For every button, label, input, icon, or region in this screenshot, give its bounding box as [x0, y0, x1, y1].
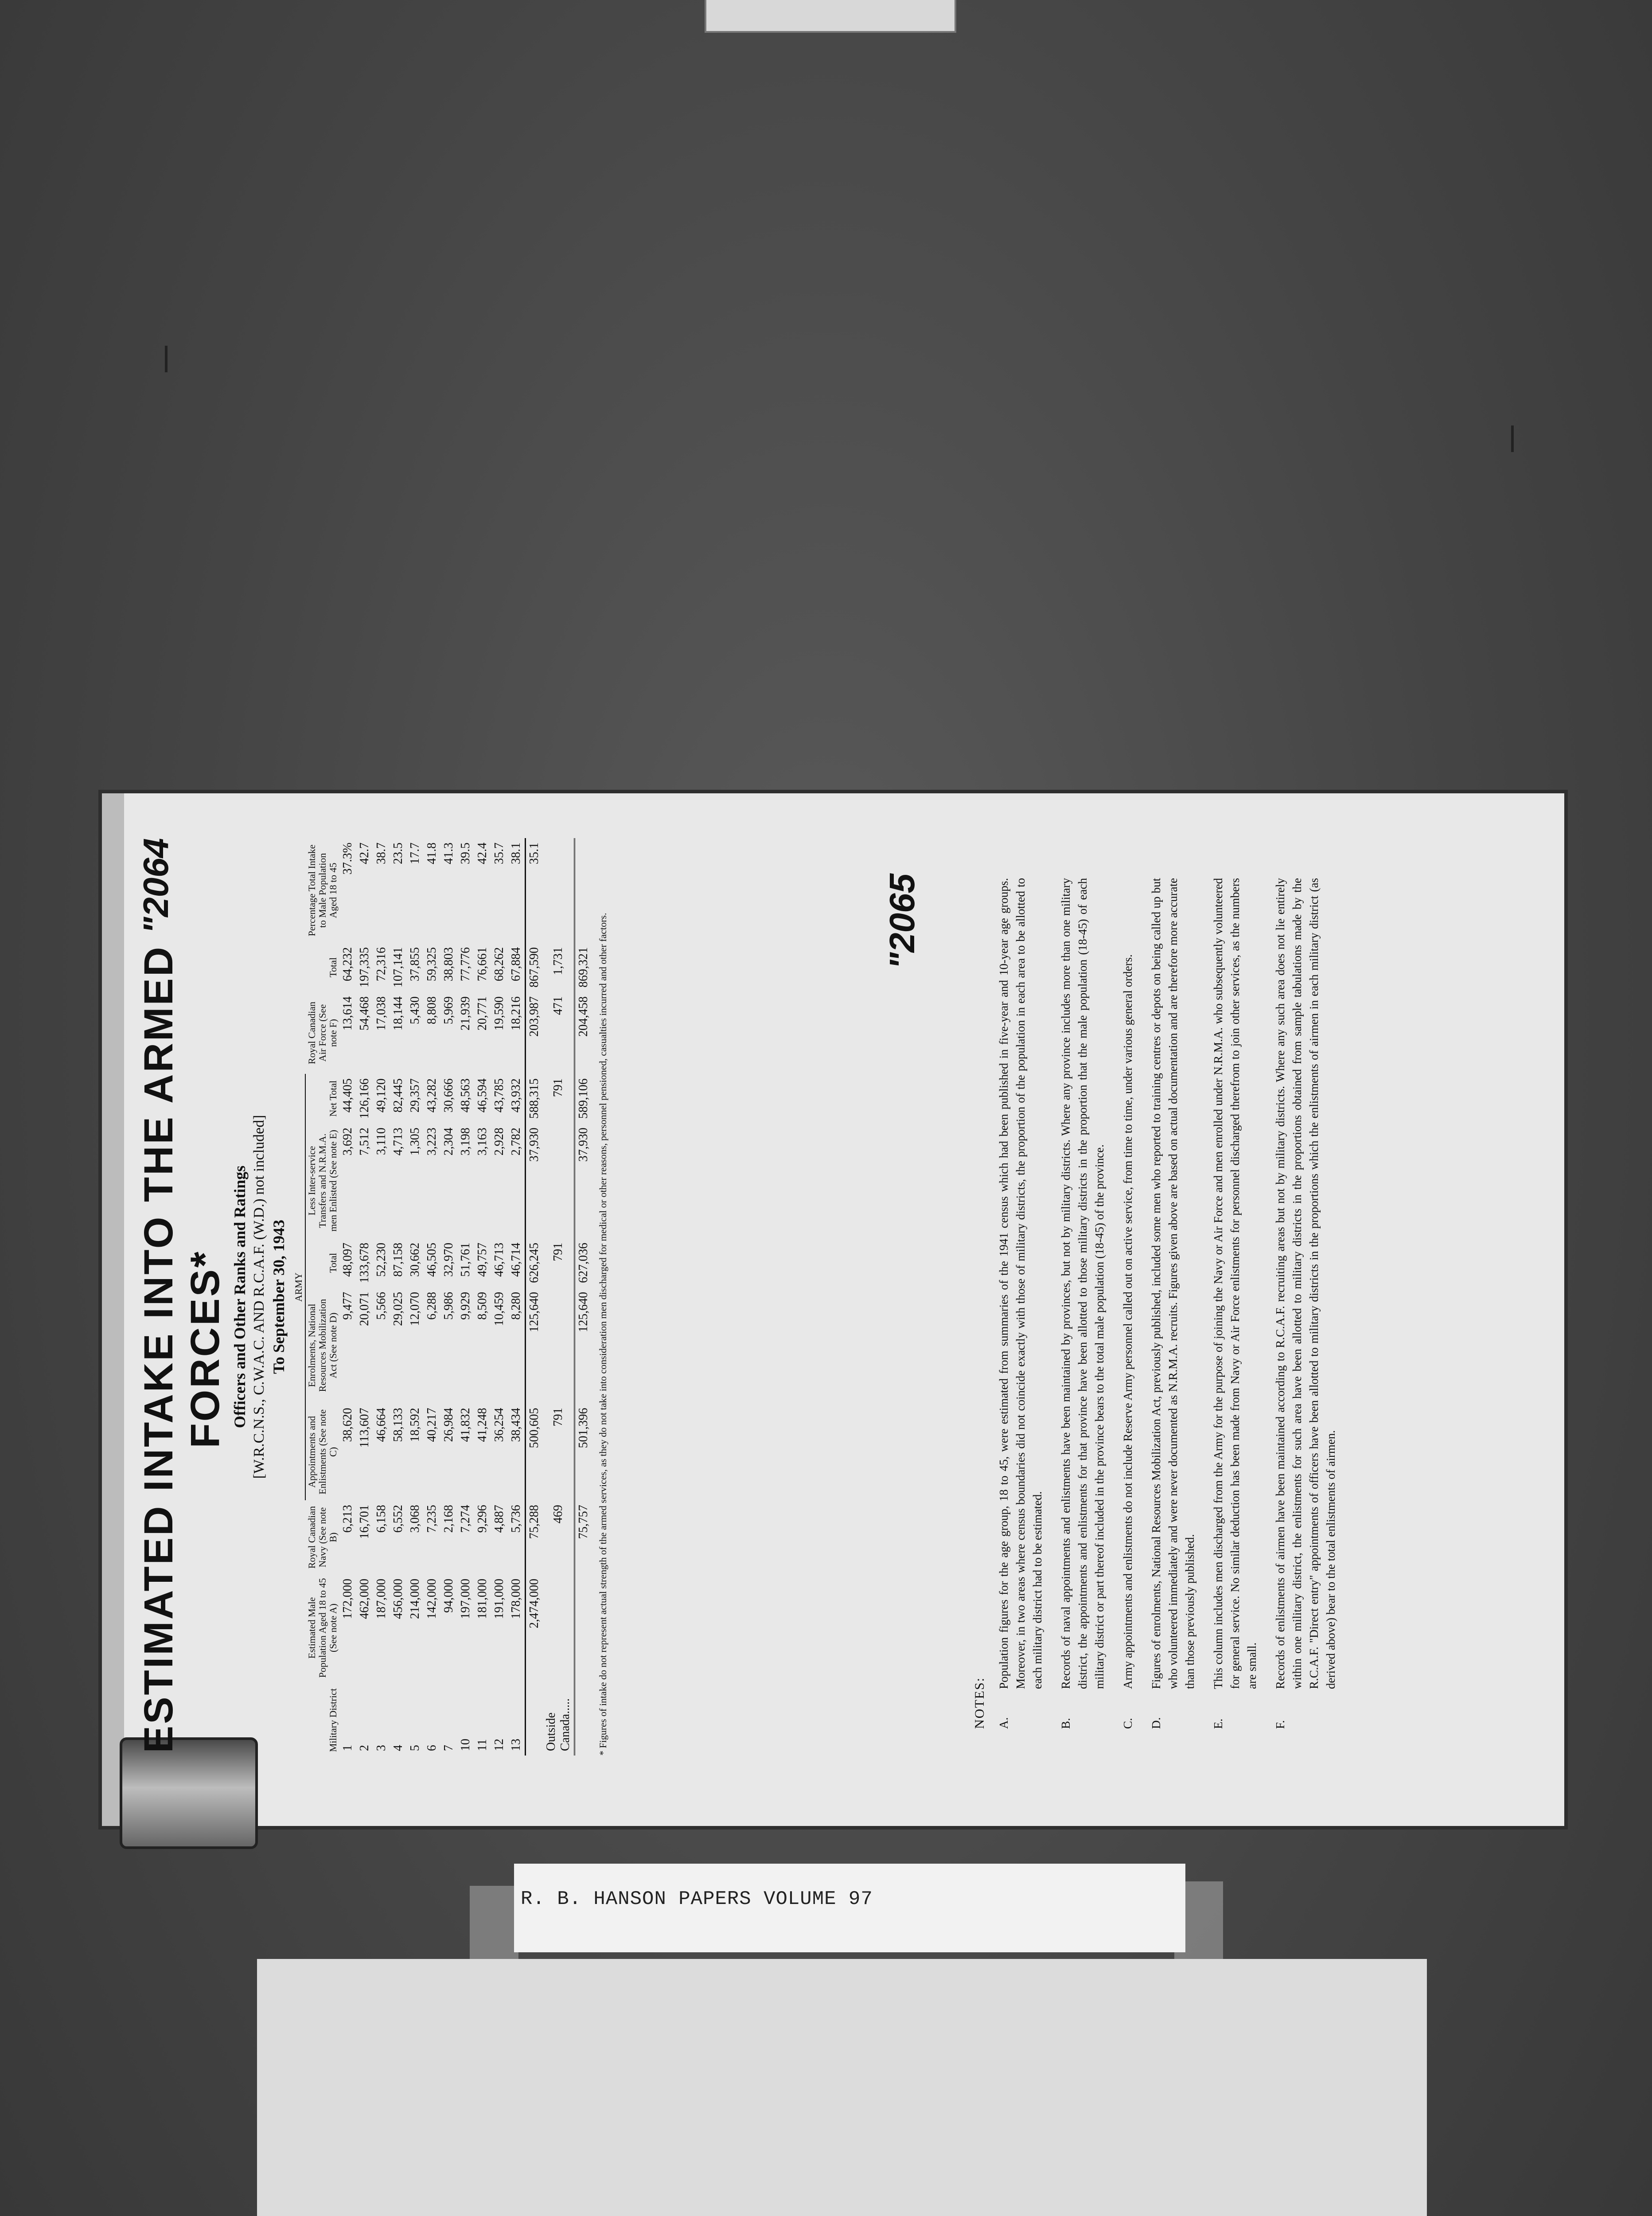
table-cell: 456,000	[391, 1579, 405, 1619]
table-cell: 8,509	[475, 1291, 489, 1320]
table-cell: 1	[341, 1745, 355, 1751]
table-cell	[543, 1574, 575, 1682]
table-cell: 181,000	[475, 1579, 489, 1619]
film-tab	[705, 0, 956, 33]
table-cell: 11	[475, 1739, 489, 1751]
table-cell: 125,640	[575, 1287, 592, 1404]
col-navy: Royal Canadian Navy (See note B)	[306, 1506, 339, 1569]
table-cell: 627,036	[575, 1238, 592, 1287]
table-cell: 16,701	[358, 1505, 371, 1539]
table-cell: 191,000	[492, 1579, 506, 1619]
table-cell: 3,198	[459, 1128, 472, 1156]
stamp-number: "2065	[882, 874, 922, 969]
table-cell: 41.8	[425, 843, 439, 864]
col-net-total: Net Total	[327, 1080, 339, 1117]
note-item	[1119, 878, 1136, 1729]
table-cell: 82,445	[391, 1078, 405, 1113]
table-cell: 500,605	[526, 1404, 543, 1501]
note-text: Population figures for the age group, 18 to 45, were estimated from summaries of the 1941 census which had been published in five-year and 10-year age groups. Moreover, in two areas where census boundaries did not coincide exactly with those of military districts, the proportion of the population in each area to be allotted to each military district had to be estimated.	[997, 878, 1044, 1689]
col-district: Military District	[327, 1688, 339, 1752]
table-cell: 2,928	[492, 1128, 506, 1156]
table-cell: 18,144	[391, 996, 405, 1031]
table-row	[424, 838, 440, 1756]
note-item	[995, 878, 1046, 1729]
subtotal-row	[526, 838, 543, 1756]
table-cell: 12,070	[408, 1291, 422, 1326]
table-cell: 51,761	[459, 1242, 472, 1277]
table-cell: 30,666	[442, 1078, 456, 1113]
table-cell: 94,000	[442, 1579, 456, 1613]
table-cell: 23.5	[391, 843, 405, 864]
table-cell: 35.7	[492, 843, 506, 864]
table-cell: 7	[442, 1745, 456, 1751]
table-cell: 469	[551, 1505, 565, 1524]
table-cell: 38.7	[374, 843, 388, 864]
table-cell: 3,163	[475, 1128, 489, 1156]
table-cell: 19,590	[492, 996, 506, 1031]
note-item	[1057, 878, 1108, 1729]
table-cell: 867,590	[526, 943, 543, 992]
table-cell: 17.7	[408, 843, 422, 864]
note-item	[1272, 878, 1339, 1729]
table-cell: 113,607	[358, 1408, 371, 1448]
table-cell: 5	[408, 1745, 422, 1751]
table-cell: 29,357	[408, 1078, 422, 1113]
table-cell: 38.1	[509, 843, 523, 864]
table-cell: 44,405	[341, 1078, 355, 1113]
table-cell	[526, 1682, 543, 1756]
table-cell: 7,512	[358, 1128, 371, 1156]
table-cell: 791	[551, 1242, 565, 1261]
table-cell: 67,884	[509, 947, 523, 982]
table-cell	[575, 838, 592, 943]
table-cell: 125,640	[526, 1287, 543, 1404]
table-cell: 18,216	[509, 996, 523, 1031]
note-text: Records of enlistments of airmen have been maintained according to R.C.A.F. recruiting areas but not by military districts. Where any such area does not lie entirely within one military district, the enlistments for such area have been allotted to military districts in the proportions obtained from sample tabulations made by the R.C.A.F. "Direct entry" appointments of officers have been allotted to military districts in the proportions which the enlistments of airmen in each military district (as derived above) bear to the total enlistments of airmen.	[1274, 878, 1337, 1689]
table-cell: 501,396	[575, 1404, 592, 1501]
scan-mark	[1511, 425, 1514, 452]
table-cell: 3,068	[408, 1505, 422, 1533]
table-row	[356, 838, 373, 1756]
notes-title: NOTES:	[972, 1677, 987, 1729]
table-cell: 142,000	[425, 1579, 439, 1619]
table-cell: 3,223	[425, 1128, 439, 1156]
table-cell: 626,245	[526, 1238, 543, 1287]
table-cell: 3,692	[341, 1128, 355, 1156]
table-cell: 43,932	[509, 1078, 523, 1113]
table-row	[508, 838, 526, 1756]
table-cell: 4,887	[492, 1505, 506, 1533]
table-cell: 26,984	[442, 1408, 456, 1442]
table-cell: 37,930	[526, 1123, 543, 1238]
table-cell: 197,000	[459, 1579, 472, 1619]
table-cell: 13,614	[341, 996, 355, 1031]
table-cell: 8,808	[425, 996, 439, 1025]
table-cell: 197,335	[358, 947, 371, 988]
table-cell: 589,106	[575, 1074, 592, 1123]
table-cell: 10,459	[492, 1291, 506, 1326]
intake-table	[292, 838, 592, 1756]
col-enrolments: Enrolments, National Resources Mobilization Act (See note D)	[306, 1299, 339, 1392]
table-cell: 791	[551, 1408, 565, 1427]
table-cell: 68,262	[492, 947, 506, 982]
table-cell: 133,678	[358, 1242, 371, 1283]
note-item	[1210, 878, 1260, 1729]
table-cell: 8,280	[509, 1291, 523, 1320]
table-cell: 6,213	[341, 1505, 355, 1533]
table-cell: 172,000	[341, 1579, 355, 1619]
table-cell: 5,736	[509, 1505, 523, 1533]
table-cell: 38,434	[509, 1408, 523, 1442]
note-key: C.	[1121, 1718, 1134, 1729]
table-cell: 49,757	[475, 1242, 489, 1277]
table-cell: 37.3%	[341, 843, 355, 875]
table-row	[407, 838, 424, 1756]
note-key: A.	[997, 1717, 1010, 1729]
col-army-total: Total	[327, 1252, 339, 1273]
col-air-force: Royal Canadian Air Force (See note F)	[306, 1002, 339, 1065]
table-cell: 40,217	[425, 1408, 439, 1442]
table-cell: 3,110	[374, 1128, 388, 1155]
table-cell: 9,929	[459, 1291, 472, 1320]
table-cell: 76,661	[475, 947, 489, 982]
table-cell: 5,969	[442, 996, 456, 1025]
table-cell: 2,474,000	[526, 1574, 543, 1682]
table-cell: 36,254	[492, 1408, 506, 1442]
table-cell: 43,785	[492, 1078, 506, 1113]
table-cell: 46,594	[475, 1078, 489, 1113]
table-cell: 77,776	[459, 947, 472, 982]
table-cell: 187,000	[374, 1579, 388, 1619]
table-cell: 2,168	[442, 1505, 456, 1533]
table-cell: 791	[551, 1078, 565, 1097]
table-cell: 20,071	[358, 1291, 371, 1326]
table-page	[127, 820, 889, 1773]
table-row	[440, 838, 457, 1756]
col-percentage: Percentage Total Intake to Male Population Aged 18 to 45	[306, 844, 339, 936]
date-line: To September 30, 1943	[270, 1220, 288, 1374]
table-cell: 42.7	[358, 843, 371, 864]
table-cell: 18,592	[408, 1408, 422, 1442]
table-cell: 869,321	[575, 943, 592, 992]
table-cell: 42.4	[475, 843, 489, 864]
table-row	[390, 838, 407, 1756]
table-cell: 87,158	[391, 1242, 405, 1277]
note-text: Records of naval appointments and enlistments have been maintained by provinces, but not by military districts. Where any province includes more than one military district, the appointments and enlistments for that province have been allotted to those military districts in the proportion that the male population (18-45) of each military district or part thereof included in the province bears to the total male population (18-45) of the province.	[1059, 878, 1106, 1689]
table-cell: 5,566	[374, 1291, 388, 1320]
table-cell: 6,158	[374, 1505, 388, 1533]
stamp-number: "2064	[136, 838, 175, 934]
table-cell: 3	[374, 1745, 388, 1751]
table-cell: 52,230	[374, 1242, 388, 1277]
table-cell: 75,757	[575, 1500, 592, 1574]
table-cell: 43,282	[425, 1078, 439, 1113]
table-cell: 38,803	[442, 947, 456, 982]
table-cell: 588,315	[526, 1074, 543, 1123]
note-key: D.	[1149, 1717, 1163, 1729]
col-transfers: Less Inter-service Transfers and N.R.M.A. men Enlisted (See note E)	[306, 1130, 339, 1232]
table-cell: 39.5	[459, 843, 472, 864]
outside-canada-row	[543, 838, 575, 1756]
table-cell: 49,120	[374, 1078, 388, 1113]
table-cell: 32,970	[442, 1242, 456, 1277]
table-cell: 5,430	[408, 996, 422, 1025]
archive-label	[257, 1959, 1427, 2216]
table-cell: 178,000	[509, 1579, 523, 1619]
table-cell: 6	[425, 1745, 439, 1751]
col-appointments: Appointments and Enlistments (See note C)	[306, 1409, 339, 1494]
table-row	[491, 838, 508, 1756]
table-cell: 48,563	[459, 1078, 472, 1113]
note-key: E.	[1212, 1718, 1225, 1729]
note-key: F.	[1274, 1720, 1287, 1729]
table-cell: 20,771	[475, 996, 489, 1031]
col-grand-total: Total	[327, 957, 339, 978]
table-cell: 462,000	[358, 1579, 371, 1619]
scope-note: [W.R.C.N.S., C.W.A.C. AND R.C.A.F. (W.D.) not included]	[251, 1115, 267, 1479]
table-cell: 13	[509, 1739, 523, 1751]
table-row	[474, 838, 491, 1756]
table-cell: 72,316	[374, 947, 388, 982]
table-cell: 46,714	[509, 1242, 523, 1277]
table-cell: 6,288	[425, 1291, 439, 1320]
table-cell: 41.3	[442, 843, 456, 864]
table-cell: 126,166	[358, 1078, 371, 1119]
scan-mark	[165, 346, 168, 372]
table-cell: 5,986	[442, 1291, 456, 1320]
table-cell: 10	[459, 1739, 472, 1751]
note-text: Army appointments and enlistments do not include Reserve Army personnel called out on active service, from time to time, under various general orders.	[1121, 954, 1134, 1689]
table-cell: 471	[551, 996, 565, 1015]
table-cell: 48,097	[341, 1242, 355, 1277]
document-title: ESTIMATED INTAKE INTO THE ARMED FORCES*	[136, 945, 228, 1753]
table-cell: 7,235	[425, 1505, 439, 1533]
table-cell: 58,133	[391, 1408, 405, 1442]
table-cell	[543, 1287, 575, 1404]
note-key: B.	[1059, 1718, 1072, 1729]
table-cell: 4,713	[391, 1128, 405, 1156]
table-cell	[543, 838, 575, 943]
table-cell: 46,664	[374, 1408, 388, 1442]
total-row	[575, 838, 592, 1756]
table-cell: 46,713	[492, 1242, 506, 1277]
footnote: * Figures of intake do not represent actual strength of the armed services, as they do not take into consideration men discharged for medical or other reasons, personnel pensioned, casualties incurred and other factors.	[597, 913, 608, 1756]
note-text: Figures of enrolments, National Resources Mobilization Act, previously published, included some men who reported to training centres or depots on being called up but who volunteered immediately and were never documented as N.R.M.A. recruits. Figures given above are based on actual documentation and are therefore more accurate than those previously published.	[1149, 878, 1196, 1689]
table-cell: 6,552	[391, 1505, 405, 1533]
table-cell: 12	[492, 1739, 506, 1751]
table-cell: 35.1	[526, 838, 543, 943]
table-cell: 37,930	[575, 1123, 592, 1238]
table-cell: 75,288	[526, 1500, 543, 1574]
table-cell: 2	[358, 1745, 371, 1751]
table-cell: 59,325	[425, 947, 439, 982]
table-cell: 37,855	[408, 947, 422, 982]
table-cell: 1,305	[408, 1128, 422, 1156]
table-cell: 9,296	[475, 1505, 489, 1533]
table-cell: 54,468	[358, 996, 371, 1031]
table-cell: 214,000	[408, 1579, 422, 1619]
subtitle: Officers and Other Ranks and Ratings	[231, 1165, 249, 1428]
table-row	[339, 838, 356, 1756]
page-edge	[102, 793, 124, 1826]
table-cell: 7,274	[459, 1505, 472, 1533]
note-item	[1148, 878, 1198, 1729]
volume-label: R. B. HANSON PAPERS VOLUME 97	[521, 1888, 873, 1910]
table-cell: 17,038	[374, 996, 388, 1031]
table-cell: 204,458	[575, 992, 592, 1074]
notes-page	[864, 820, 1493, 1773]
table-cell: 4	[391, 1745, 405, 1751]
table-cell	[575, 1682, 592, 1756]
table-cell: 41,248	[475, 1408, 489, 1442]
table-cell: 46,505	[425, 1242, 439, 1277]
table-row	[457, 838, 474, 1756]
table-cell: 1,731	[551, 947, 565, 975]
table-cell: 64,232	[341, 947, 355, 982]
army-header: ARMY	[292, 1074, 305, 1500]
table-cell: 21,939	[459, 996, 472, 1031]
col-population: Estimated Male Population Aged 18 to 45 (See note A)	[306, 1578, 339, 1678]
table-cell: 2,304	[442, 1128, 456, 1156]
table-cell: 203,987	[526, 992, 543, 1074]
table-cell	[575, 1574, 592, 1682]
table-cell: 2,782	[509, 1128, 523, 1156]
table-cell: 9,477	[341, 1291, 355, 1320]
table-cell	[543, 1123, 575, 1238]
table-row	[373, 838, 390, 1756]
note-text: This column includes men discharged from the Army for the purpose of joining the Navy or Air Force and men enrolled under N.R.M.A. who subsequently volunteered for general service. No similar deduction has been made from Navy or Air Force enlistments for personnel discharged therefrom to join other services, as the numbers are small.	[1212, 878, 1258, 1689]
table-cell: 107,141	[391, 947, 405, 988]
table-cell: Outside Canada.....	[544, 1698, 572, 1751]
table-cell: 41,832	[459, 1408, 472, 1442]
table-cell: 38,620	[341, 1408, 355, 1442]
table-cell: 30,662	[408, 1242, 422, 1277]
table-cell: 29,025	[391, 1291, 405, 1326]
